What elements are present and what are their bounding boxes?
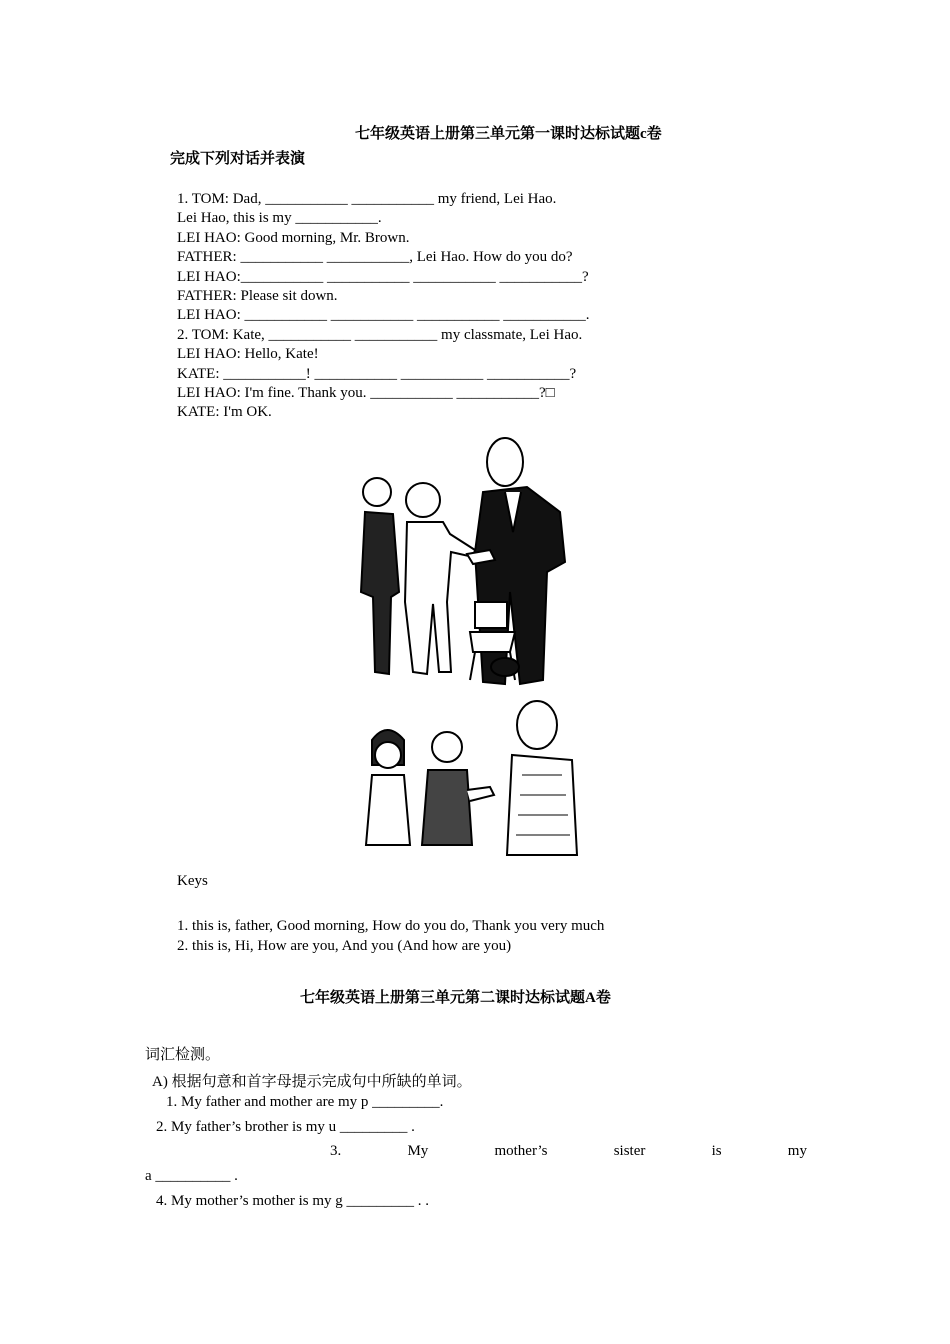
q3-word: my bbox=[787, 1143, 807, 1159]
q3-word: 3. bbox=[330, 1143, 342, 1159]
question-3 bbox=[145, 1143, 807, 1160]
vocab-heading: 词汇检测。 bbox=[145, 1047, 221, 1063]
dialogue-line: LEI HAO:___________ ___________ ___________ ___________? bbox=[177, 268, 589, 285]
handshake-illustration bbox=[355, 422, 585, 687]
dialogue-line: LEI HAO: I'm fine. Thank you. ___________ ___________?□ bbox=[177, 385, 555, 402]
dialogue-line: LEI HAO: Good morning, Mr. Brown. bbox=[177, 229, 410, 246]
section-subtitle: 完成下列对话并表演 bbox=[170, 151, 306, 167]
part-a-instructions: A) 根据句意和首字母提示完成句中所缺的单词。 bbox=[152, 1074, 472, 1090]
section-title: 七年级英语上册第三单元第二课时达标试题A卷 bbox=[300, 990, 611, 1006]
q3-word: mother’s bbox=[494, 1143, 548, 1159]
dialogue-line: FATHER: Please sit down. bbox=[177, 288, 338, 305]
page-title: 七年级英语上册第三单元第一课时达标试题c卷 bbox=[355, 126, 662, 142]
dialogue-block bbox=[177, 190, 590, 423]
dialogue-line: FATHER: ___________ ___________, Lei Hao. How do you do? bbox=[177, 249, 573, 266]
dialogue-line: KATE: ___________! ___________ ___________ ___________? bbox=[177, 365, 577, 382]
question-4: 4. My mother’s mother is my g _________ . . bbox=[156, 1193, 430, 1209]
dialogue-line: 2. TOM: Kate, ___________ ___________ my classmate, Lei Hao. bbox=[177, 326, 583, 343]
keys-label: Keys bbox=[177, 873, 208, 889]
question-3-continued: a __________ . bbox=[145, 1168, 238, 1184]
dialogue-line: LEI HAO: Hello, Kate! bbox=[177, 346, 319, 363]
question-1: 1. My father and mother are my p _________. bbox=[166, 1094, 444, 1110]
key-line: 1. this is, father, Good morning, How do you do, Thank you very much bbox=[177, 918, 605, 934]
q3-word: is bbox=[711, 1143, 722, 1159]
key-line: 2. this is, Hi, How are you, And you (And how are you) bbox=[177, 938, 512, 954]
q3-word: sister bbox=[613, 1143, 646, 1159]
dialogue-line: KATE: I'm OK. bbox=[177, 404, 272, 421]
question-2: 2. My father’s brother is my u _________ . bbox=[156, 1119, 415, 1135]
dialogue-line: 1. TOM: Dad, ___________ ___________ my friend, Lei Hao. bbox=[177, 191, 557, 207]
q3-word: My bbox=[407, 1143, 429, 1159]
dialogue-line: Lei Hao, this is my ___________. bbox=[177, 210, 382, 227]
dialogue-line: LEI HAO: ___________ ___________ ___________ ___________. bbox=[177, 307, 590, 324]
greeting-illustration bbox=[352, 695, 587, 865]
